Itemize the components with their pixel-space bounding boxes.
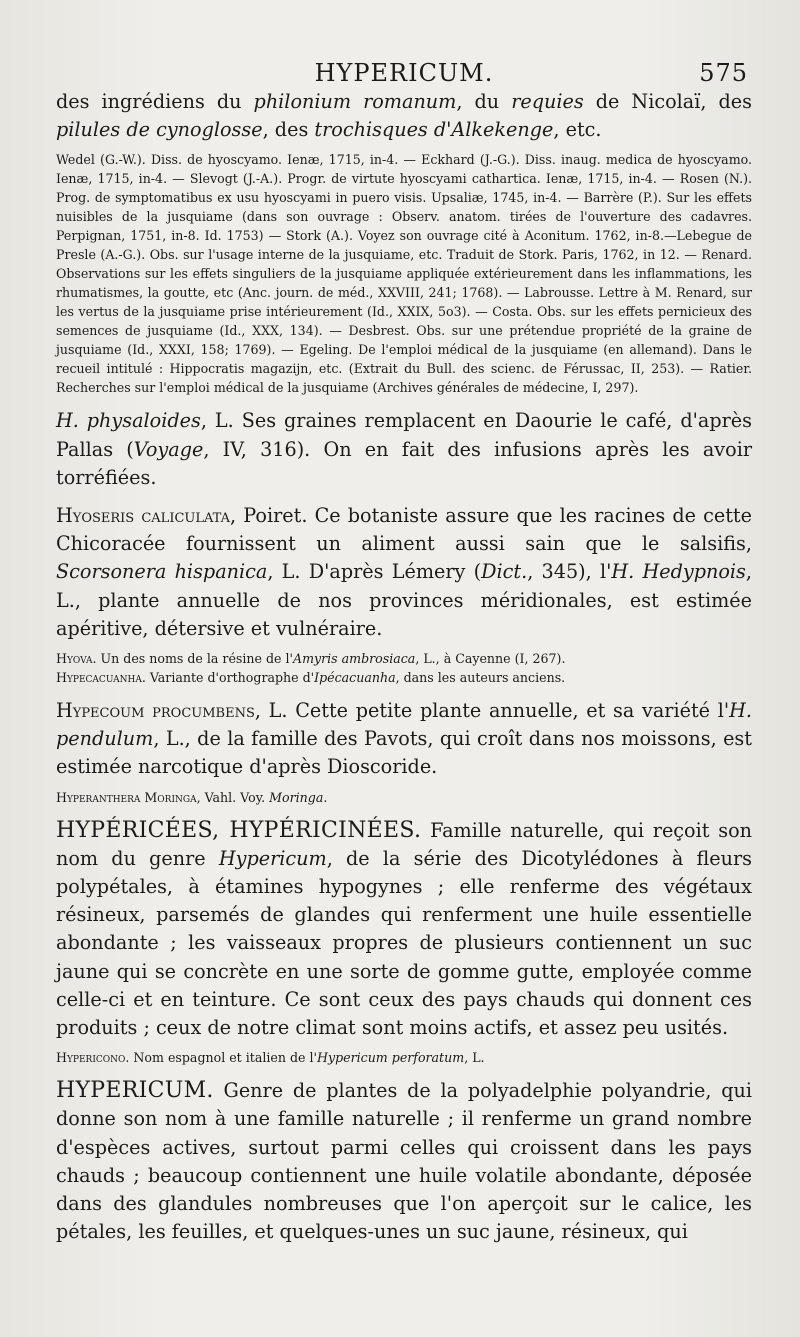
entry-hypecacuanha: Hypecacuanha. Variante d'orthographe d'Ipécacuanha, dans les auteurs anciens. — [56, 670, 566, 686]
running-head — [56, 58, 752, 88]
entry-continuation-philonium: des ingrédiens du philonium romanum, du requies de Nicolaï, des pilules de cynoglosse, des trochisques d'Alkekenge, etc. — [56, 90, 752, 142]
entry-hyoseris-caliculata: Hyoseris caliculata, Poiret. Ce botaniste assure que les racines de cette Chicoracée fournissent un aliment aussi sain que le salsifis, Scorsonera hispanica, L. D'après Lémery (Dict., 345), l'H. Hedypnois, L., plante annuelle de nos provinces méridionales, est estimée apéritive, détersive et vulnéraire. — [56, 504, 752, 640]
entry-hypericees: HYPÉRICÉES, HYPÉRICINÉES. Famille naturelle, qui reçoit son nom du genre Hypericum, de la série des Dicotylédones à fleurs polypétales, à étamines hypogynes ; elle renferme des végétaux résineux, parsemés de glandes qui renferment une huile essentielle abondante ; les vaisseaux propres de plusieurs contiennent un suc jaune qui se concrète en une sorte de gomme gutte, employée comme celle-ci et en teinture. Ce sont ceux des pays chauds qui donnent ces produits ; ceux de notre climat sont moins actifs, et assez peu usités. — [56, 817, 752, 1040]
entry-hypericono: Hypericono. Nom espagnol et italien de l'Hypericum perforatum, L. — [56, 1050, 485, 1066]
references-jusquiame: Wedel (G.-W.). Diss. de hyoscyamo. Ienæ, 1715, in-4. — Eckhard (J.-G.). Diss. inaug. medica de hyoscyamo. Ienæ, 1715, in-4. — Slevogt (J.-A.). Progr. de virtute hyoscyami cathartica. Ienæ, 1715, in-4. — Rosen (N.). Prog. de symptomatibus ex usu hyoscyami in puero visis. Upsaliæ, 1745, in-4. — Barrère (P.). Sur les effets nuisibles de la jusquiame (dans son ouvrage : Observ. anatom. tirées de l'ouverture des cadavres. Perpignan, 1751, in-8. Id. 1753) — Stork (A.). Voyez son ouvrage cité à Aconitum. 1762, in-8.—Lebegue de Presle (A.-G.). Obs. sur l'usage interne de la jusquiame, etc. Traduit de Stork. Paris, 1762, in 12. — Renard. Observations sur les effets singuliers de la jusquiame appliquée extérieurement dans les inflammations, les rhumatismes, la goutte, etc (Anc. journ. de méd., XXVIII, 241; 1768). — Labrousse. Lettre à M. Renard, sur les vertus de la jusquiame prise intérieurement (Id., XXIX, 5o3). — Costa. Obs. sur les effets pernicieux des semences de jusquiame (Id., XXX, 134). — Desbrest. Obs. sur une prétendue propriété de la graine de jusquiame (Id., XXXI, 158; 1769). — Egeling. De l'emploi médical de la jusquiame (en allemand). Dans le recueil intitulé : Hippocratis magazijn, etc. (Extrait du Bull. des scienc. de Férussac, II, 253). — Ratier. Recherches sur l'emploi médical de la jusquiame (Archives générales de médecine, I, 297). — [56, 152, 752, 396]
entry-hypericum: HYPERICUM. Genre de plantes de la polyadelphie polyandrie, qui donne son nom à une famille naturelle ; il renferme un grand nombre d'espèces actives, surtout parmi celles qui croissent dans les pays chauds ; beaucoup contiennent une huile volatile abondante, déposée dans des glandules nombreuses que l'on aperçoit sur le calice, les pétales, les feuilles, et quelques-unes un suc jaune, résineux, qui — [56, 1078, 752, 1244]
running-title: HYPERICUM. — [314, 59, 494, 87]
entry-h-physaloides: H. physaloides, L. Ses graines remplacent en Daourie le café, d'après Pallas (Voyage, IV, 316). On en fait des infusions après les avoir torréfiées. — [56, 409, 752, 489]
entry-hyperanthera-moringa: Hyperanthera Moringa, Vahl. Voy. Moringa. — [56, 789, 328, 805]
page-number: 575 — [699, 59, 748, 87]
entry-hyova: Hyova. Un des noms de la résine de l'Amyris ambrosiaca, L., à Cayenne (I, 267). — [56, 651, 566, 667]
entry-hypecoum-procumbens: Hypecoum procumbens, L. Cette petite plante annuelle, et sa variété l'H. pendulum, L., de la famille des Pavots, qui croît dans nos moissons, est estimée narcotique d'après Dioscoride. — [56, 699, 752, 779]
